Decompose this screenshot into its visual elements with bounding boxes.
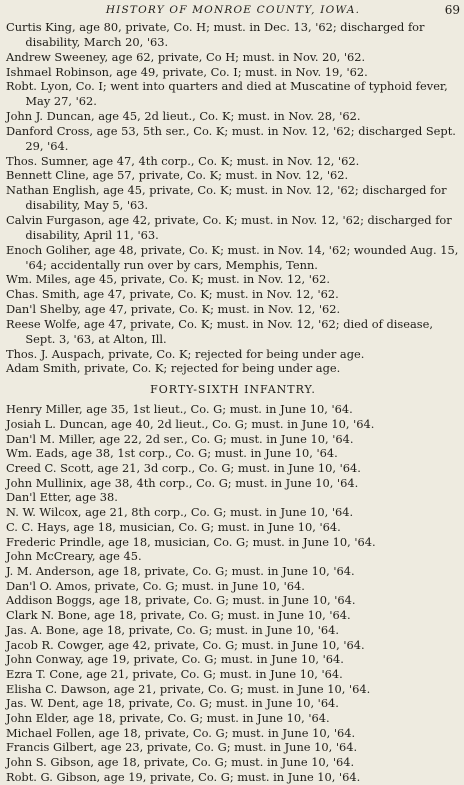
roster-entry: Wm. Miles, age 45, private, Co. K; must. in Nov. 12, '62.: [6, 272, 330, 287]
roster-entry: Andrew Sweeney, age 62, private, Co H; must. in Nov. 20, '62.: [6, 49, 366, 64]
roster-entry: John Conway, age 19, private, Co. G; must. in June 10, '64.: [6, 652, 344, 667]
roster-entry: N. W. Wilcox, age 21, 8th corp., Co. G; must. in June 10, '64.: [6, 505, 354, 520]
roster-entry: John S. Gibson, age 18, private, Co. G; must. in June 10, '64.: [6, 755, 355, 770]
roster-entry: Ezra T. Cone, age 21, private, Co. G; must. in June 10, '64.: [6, 666, 343, 681]
roster-list-part1: [6, 20, 460, 376]
roster-entry: Curtis King, age 80, private, Co. H; must. in Dec. 13, '62; discharged for disability, March 20, '63.: [6, 20, 425, 49]
roster-entry: Wm. Eads, age 38, 1st corp., Co. G; must. in June 10, '64.: [6, 446, 338, 461]
roster-entry: Reese Wolfe, age 47, private, Co. K; must. in Nov. 12, '62; died of disease, Sept. 3, '63, at Alton, Ill.: [6, 316, 433, 346]
roster-entry: C. C. Hays, age 18, musician, Co. G; must. in June 10, '64.: [6, 519, 341, 534]
roster-entry: Henry Miller, age 35, 1st lieut., Co. G; must. in June 10, '64.: [6, 402, 353, 417]
roster-entry: Frederic Prindle, age 18, musician, Co. G; must. in June 10, '64.: [6, 534, 376, 549]
roster-entry: Jacob R. Cowger, age 42, private, Co. G; must. in June 10, '64.: [6, 637, 365, 652]
roster-entry: John McCreary, age 45.: [6, 549, 142, 564]
roster-entry: Robt. G. Gibson, age 19, private, Co. G; must. in June 10, '64.: [6, 769, 361, 784]
roster-entry: Enoch Goliher, age 48, private, Co. K; must. in Nov. 14, '62; wounded Aug. 15, '64; accidentally run over by cars, Memphis, Tenn.: [6, 242, 459, 272]
roster-entry: Robt. Lyon, Co. I; went into quarters and died at Muscatine of typhoid fever, May 27, '62.: [6, 79, 448, 109]
roster-list-part2: [6, 402, 460, 784]
roster-entry: Thos. Sumner, age 47, 4th corp., Co. K; must. in Nov. 12, '62.: [6, 153, 360, 168]
roster-entry: Chas. Smith, age 47, private, Co. K; must. in Nov. 12, '62.: [6, 287, 339, 302]
roster-entry: Francis Gilbert, age 23, private, Co. G; must. in June 10, '64.: [6, 740, 358, 755]
roster-entry: Michael Follen, age 18, private, Co. G; must. in June 10, '64.: [6, 725, 356, 740]
roster-entry: Calvin Furgason, age 42, private, Co. K; must. in Nov. 12, '62; discharged for disability, April 11, '63.: [6, 212, 452, 242]
roster-entry: Thos. J. Auspach, private, Co. K; rejected for being under age.: [6, 346, 365, 361]
roster-entry: Dan'l Shelby, age 47, private, Co. K; must. in Nov. 12, '62.: [6, 302, 341, 317]
page-number: 69: [444, 3, 460, 17]
running-head: [6, 0, 460, 20]
section-heading: FORTY-SIXTH INFANTRY.: [150, 383, 316, 397]
roster-entry: Nathan English, age 45, private, Co. K; must. in Nov. 12, '62; discharged for disability, May 5, '63.: [6, 183, 447, 213]
roster-entry: Adam Smith, private, Co. K; rejected for being under age.: [6, 361, 341, 376]
roster-entry: Bennett Cline, age 57, private, Co. K; must. in Nov. 12, '62.: [6, 168, 349, 183]
roster-entry: Josiah L. Duncan, age 40, 2d lieut., Co. G; must. in June 10, '64.: [6, 416, 375, 431]
roster-entry: Jas. W. Dent, age 18, private, Co. G; must. in June 10, '64.: [6, 696, 339, 711]
roster-entry: Dan'l O. Amos, private, Co. G; must. in June 10, '64.: [6, 578, 305, 593]
roster-entry: Jas. A. Bone, age 18, private, Co. G; must. in June 10, '64.: [6, 622, 339, 637]
running-title: HISTORY OF MONROE COUNTY, IOWA.: [105, 4, 361, 16]
roster-entry: Addison Boggs, age 18, private, Co. G; must. in June 10, '64.: [6, 593, 356, 608]
roster-entry: Clark N. Bone, age 18, private, Co. G; must. in June 10, '64.: [6, 608, 351, 623]
roster-entry: John Mullinix, age 38, 4th corp., Co. G; must. in June 10, '64.: [6, 475, 359, 490]
roster-entry: John J. Duncan, age 45, 2d lieut., Co. K; must. in Nov. 28, '62.: [6, 109, 361, 124]
roster-entry: Elisha C. Dawson, age 21, private, Co. G; must. in June 10, '64.: [6, 681, 371, 696]
roster-entry: Dan'l M. Miller, age 22, 2d ser., Co. G; must. in June 10, '64.: [6, 431, 354, 446]
roster-entry: J. M. Anderson, age 18, private, Co. G; must. in June 10, '64.: [6, 563, 355, 578]
roster-entry: Danford Cross, age 53, 5th ser., Co. K; must. in Nov. 12, '62; discharged Sept. 29, '64.: [6, 123, 456, 153]
roster-entry: Creed C. Scott, age 21, 3d corp., Co. G; must. in June 10, '64.: [6, 461, 361, 476]
roster-entry: Dan'l Etter, age 38.: [6, 490, 118, 505]
roster-entry: John Elder, age 18, private, Co. G; must. in June 10, '64.: [6, 711, 330, 726]
roster-entry: Ishmael Robinson, age 49, private, Co. I; must. in Nov. 19, '62.: [6, 64, 368, 79]
